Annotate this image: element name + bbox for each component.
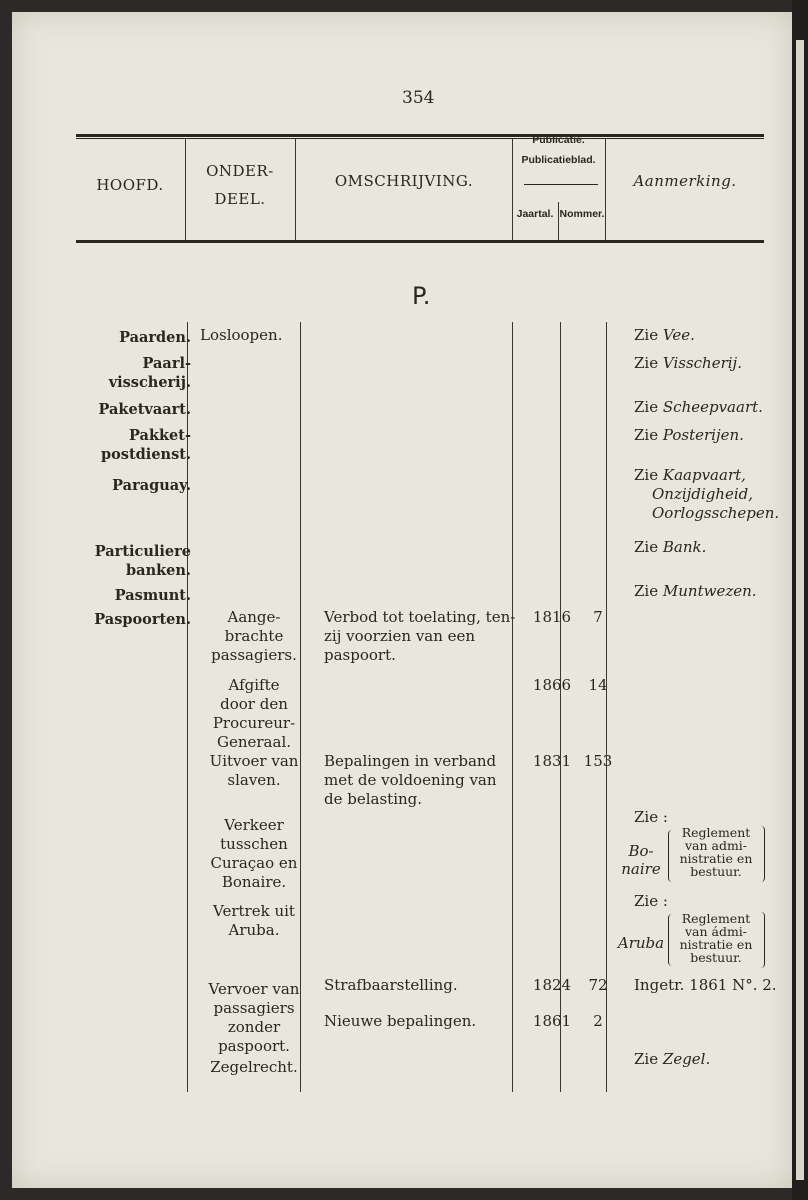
entry-head: Paarl- visscherij. [108, 355, 191, 391]
entry-note: Zie Bank. [634, 538, 707, 556]
entry-sub: Verkeer tusschen Curaçao en Bonaire. [210, 816, 298, 891]
regulation-note: Reglement van admi- nistratie en bestuur. [679, 825, 753, 879]
header-onderdeel-1: ONDER- [206, 162, 274, 180]
entry-sub: Uitvoer van slaven. [209, 752, 299, 789]
entry-sub: Losloopen. [200, 326, 283, 344]
header-nommer: Nommer. [559, 208, 605, 220]
entry-number: 14 [588, 676, 608, 694]
entry-head: Paarden. [119, 329, 191, 346]
entry-number: 7 [593, 608, 603, 626]
entry-number: 2 [593, 1012, 603, 1030]
entry-note: Zie Kaapvaart, Onzijdigheid, Oorlogsschepen. [634, 466, 780, 522]
entry-number: 72 [588, 976, 608, 994]
entry-description: Nieuwe bepalingen. [324, 1012, 477, 1030]
header-publicatie: Publicatie. [532, 134, 585, 146]
entry-note: Zie Muntwezen. [634, 582, 757, 600]
entry-year: 1861 [532, 1012, 572, 1030]
brace-right [760, 912, 765, 968]
entry-sub: Afgifte door den Procureur- Generaal. [212, 676, 296, 751]
entry-description: Verbod tot toelating, ten- zij voorzien van een paspoort. [324, 608, 516, 664]
entry-note: Zie : [634, 892, 668, 910]
page-edge-strip [796, 40, 804, 1180]
entry-note: Zie Scheepvaart. [634, 398, 763, 416]
header-top-rule [76, 134, 764, 137]
header-omschrijving: OMSCHRIJVING. [334, 172, 474, 190]
header-aanmerking: Aanmerking. [633, 172, 737, 190]
entry-head: Pakket- postdienst. [101, 427, 191, 463]
entry-note: Zie Posterijen. [634, 426, 744, 444]
regulation-note: Reglement van ádmi- nistratie en bestuur. [679, 911, 753, 965]
header-jaartal: Jaartal. [516, 208, 554, 220]
entry-note: Zie Zegel. [634, 1050, 711, 1068]
entry-note: Zie : [634, 808, 668, 826]
entry-head: Paspoorten. [94, 611, 191, 628]
entry-description: Strafbaarstelling. [324, 976, 458, 994]
place-label: Aruba [617, 934, 665, 952]
entry-head: Paraguay. [112, 477, 191, 494]
entry-sub: Aange- brachte passagiers. [211, 608, 297, 664]
entry-year: 1824 [532, 976, 572, 994]
page-number: 354 [402, 88, 435, 108]
entry-year: 1816 [532, 608, 572, 626]
entry-head: Pasmunt. [114, 587, 191, 604]
header-hoofd: HOOFD. [96, 176, 164, 194]
entry-description: Bepalingen in verband met de voldoening van de belasting. [324, 752, 497, 808]
entry-sub: Vertrek uit Aruba. [213, 902, 295, 939]
header-publicatieblad: Publicatieblad. [521, 154, 596, 166]
place-label: Bo- naire [621, 842, 661, 878]
header-top-rule-thin [76, 138, 764, 139]
entry-head: Particuliere banken. [94, 543, 191, 579]
entry-head: Paketvaart. [98, 401, 191, 418]
publicatie-rule [524, 184, 598, 185]
entry-note: Ingetr. 1861 N°. 2. [634, 976, 777, 994]
entry-note: Zie Visscherij. [634, 354, 742, 372]
section-letter: P. [412, 282, 431, 310]
entry-year: 1831 [532, 752, 572, 770]
entry-sub: Zegelrecht. [210, 1058, 298, 1076]
brace-right [760, 826, 765, 882]
entry-number: 153 [583, 752, 613, 770]
document-page [12, 12, 792, 1188]
entry-sub: Vervoer van passagiers zonder paspoort. [208, 980, 300, 1055]
header-onderdeel-2: DEEL. [214, 190, 266, 208]
header-bottom-rule [76, 240, 764, 243]
entry-year: 1866 [532, 676, 572, 694]
entry-note: Zie Vee. [634, 326, 695, 344]
